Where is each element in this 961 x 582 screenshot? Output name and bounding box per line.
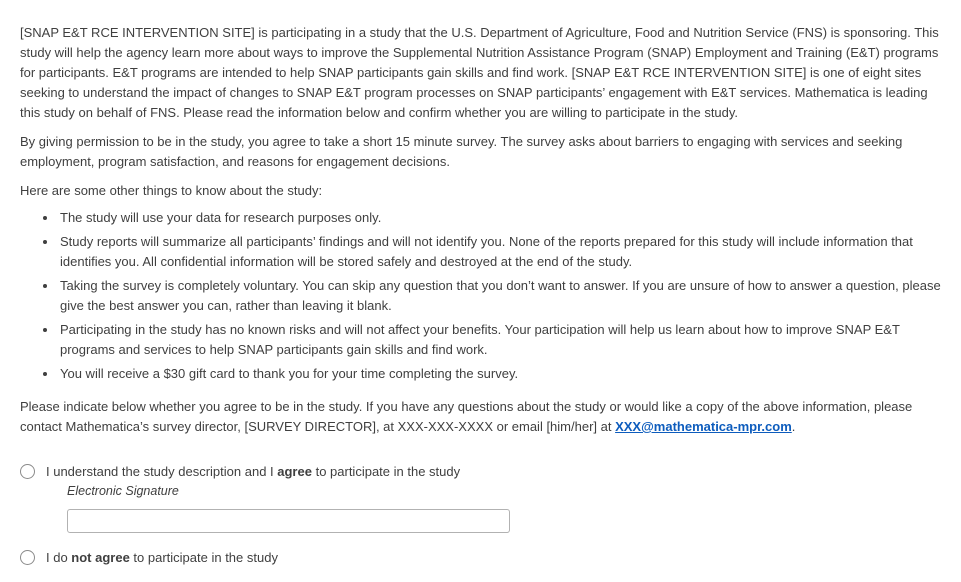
agree-label-prefix: I understand the study description and I (46, 464, 278, 479)
list-item: • Taking the survey is completely voluntary. You can skip any question that you don’t want to answer. If you are unsure of how to answer a question, please give the best answer you can, rather than leaving it blank. (58, 276, 941, 316)
disagree-radio-button[interactable] (20, 550, 35, 565)
study-intro-paragraph: [SNAP E&T RCE INTERVENTION SITE] is participating in a study that the U.S. Department of Agriculture, Food and Nutrition Service (FNS) is sponsoring. This study will help the agency learn more about ways to improve the Supplemental Nutrition Assistance Program (SNAP) Employment and Training (E&T) programs for participants. E&T programs are intended to help SNAP participants gain skills and find work. [SNAP E&T RCE INTERVENTION SITE] is one of eight sites seeking to understand the impact of changes to SNAP E&T program processes on SNAP participants’ engagement with E&T services. Mathematica is leading this study on behalf of FNS. Please read the information below and confirm whether you are willing to participate in the study. (20, 25, 939, 120)
disagree-option-row[interactable] (20, 549, 941, 566)
list-item: • Participating in the study has no known risks and will not affect your benefits. Your participation will help us learn about how to improve SNAP E&T programs and services to help SNAP participants gain skills and find work. (58, 320, 941, 360)
disagree-label-suffix: to participate in the study (129, 550, 278, 565)
study-info-list (20, 208, 941, 384)
agree-label-suffix: to participate in the study (311, 464, 461, 479)
survey-description-paragraph: By giving permission to be in the study, you agree to take a short 15 minute survey. The survey asks about barriers to engaging with services and seeking employment, program satisfaction, and reasons for engagement decisions. (20, 134, 903, 169)
agree-label-bold: agree (277, 464, 312, 479)
email-link[interactable]: XXX@mathematica-mpr.com (615, 419, 792, 434)
electronic-signature-label: Electronic Signature (67, 484, 179, 498)
agree-option-label (46, 463, 460, 480)
contact-text-period: . (791, 419, 796, 434)
list-item: • You will receive a $30 gift card to thank you for your time completing the survey. (58, 364, 941, 384)
list-item: • Study reports will summarize all participants’ findings and will not identify you. None of the reports prepared for this study will include information that identifies you. All confidential information will be stored safely and destroyed at the end of the study. (58, 232, 941, 272)
contact-text: Please indicate below whether you agree to be in the study. If you have any questions about the study or would like a copy of the above information, please contact Mathematica’s survey director, [SURVEY DIRECTOR], at XXX-XXX-XXXX or email [him/her] at (20, 399, 913, 434)
electronic-signature-block (67, 483, 941, 533)
agree-option-row[interactable] (20, 463, 941, 480)
disagree-label-prefix: I do (46, 550, 72, 565)
list-item: • The study will use your data for research purposes only. (58, 208, 941, 228)
disagree-label-bold: not agree (71, 550, 130, 565)
agree-radio-button[interactable] (20, 464, 35, 479)
electronic-signature-input[interactable] (67, 509, 510, 533)
study-list-intro: Here are some other things to know about the study: (20, 183, 323, 198)
disagree-option-label (46, 549, 278, 566)
contact-paragraph (20, 397, 941, 437)
